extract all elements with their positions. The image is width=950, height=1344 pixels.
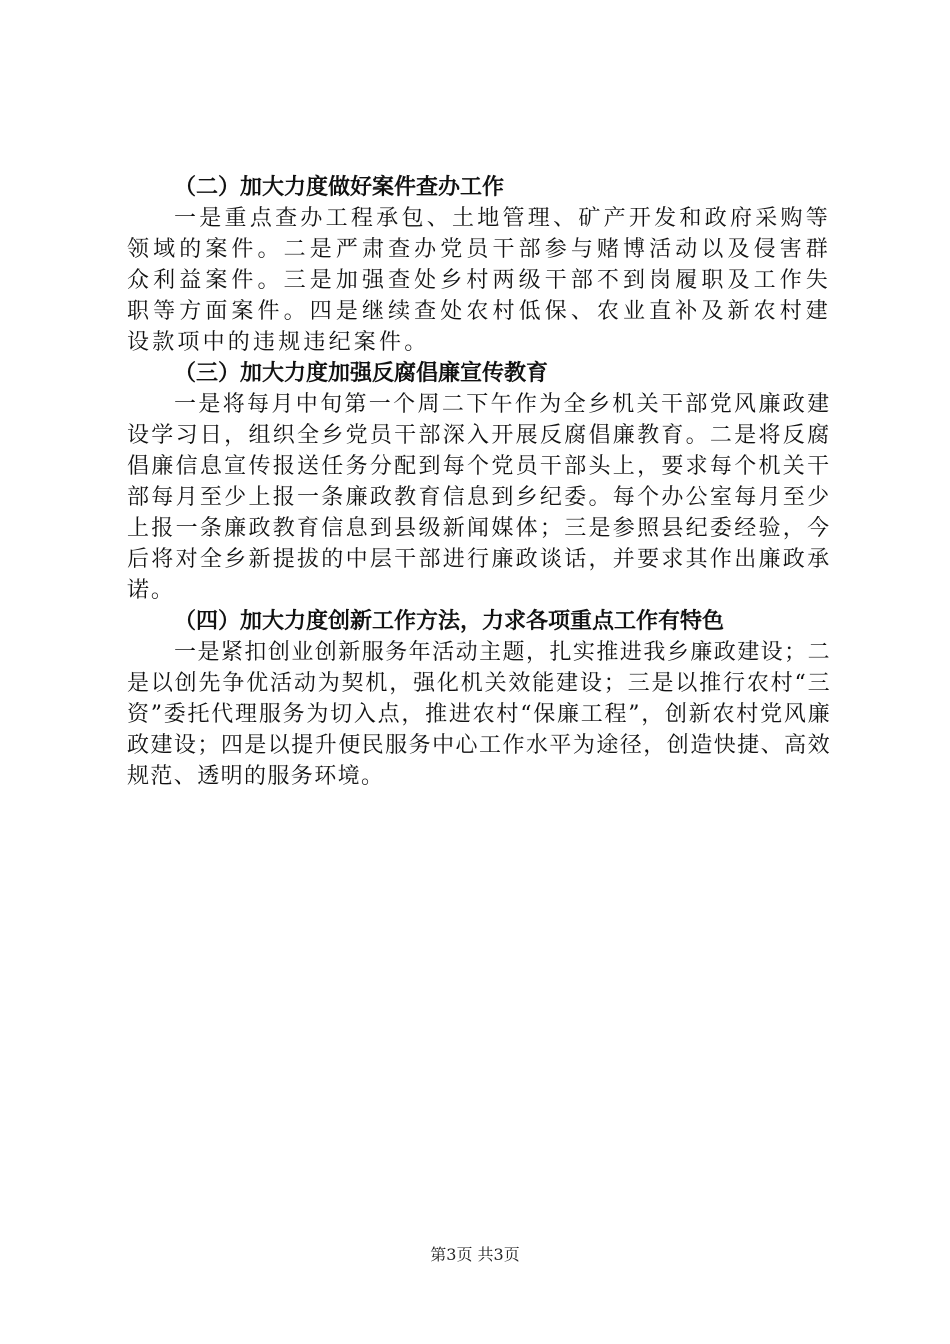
document-body — [127, 172, 831, 792]
section-paragraph-4: 一是紧扣创业创新服务年活动主题，扎实推进我乡廉政建设；二是以创先争优活动为契机，强化机关效能建设；三是以推行农村“三资”委托代理服务为切入点，推进农村“保廉工程”，创新农村党风廉政建设；四是以提升便民服务中心工作水平为途径，创造快捷、高效规范、透明的服务环境。 — [127, 640, 831, 789]
section-heading-3: （三）加大力度加强反腐倡廉宣传教育 — [174, 361, 549, 386]
page-footer: 第3页 共3页 — [430, 1245, 520, 1264]
section-paragraph-2: 一是重点查办工程承包、土地管理、矿产开发和政府采购等领域的案件。二是严肃查办党员干部参与赌博活动以及侵害群众利益案件。三是加强查处乡村两级干部不到岗履职及工作失职等方面案件。四是继续查处农村低保、农业直补及新农村建设款项中的违规违纪案件。 — [127, 206, 831, 355]
section-heading-2: （二）加大力度做好案件查办工作 — [174, 175, 505, 200]
section-paragraph-3: 一是将每月中旬第一个周二下午作为全乡机关干部党风廉政建设学习日，组织全乡党员干部深入开展反腐倡廉教育。二是将反腐倡廉信息宣传报送任务分配到每个党员干部头上，要求每个机关干部每月至少上报一条廉政教育信息到乡纪委。每个办公室每月至少上报一条廉政教育信息到县级新闻媒体；三是参照县纪委经验，今后将对全乡新提拔的中层干部进行廉政谈话，并要求其作出廉政承诺。 — [127, 392, 831, 603]
section-heading-4: （四）加大力度创新工作方法，力求各项重点工作有特色 — [174, 609, 725, 634]
